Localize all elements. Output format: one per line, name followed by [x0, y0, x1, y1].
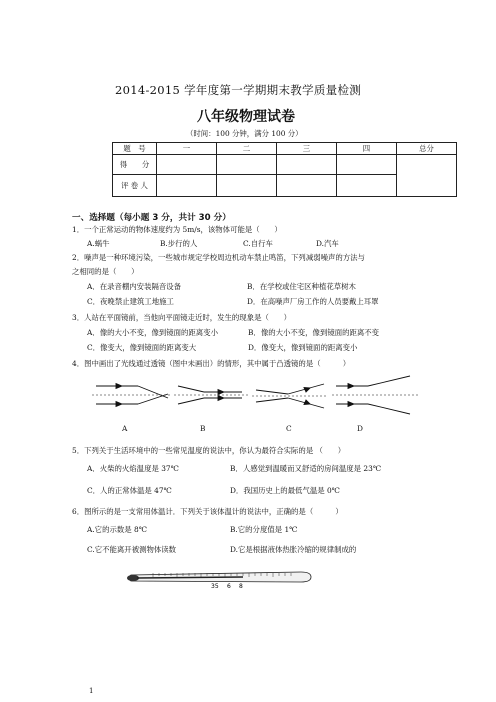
question-stem: 5．下列关于生活环境中的一些常见温度的说法中，你认为最符合实际的是 （ ）: [72, 446, 346, 455]
option: B．像的大小不变，像到镜面的距离不变: [248, 328, 380, 337]
question-stem: 4．图中画出了光线通过透镜（图中未画出）的情形，其中属于凸透镜的是（ ）: [72, 359, 351, 368]
score-header-cell: 四: [337, 143, 397, 155]
option: D．在高噪声厂房工作的人员要戴上耳罩: [247, 297, 379, 306]
clinical-thermometer: [125, 566, 315, 592]
question-stem: 3．人站在平面镜前，当他向平面镜走近时，发生的现象是（ ）: [72, 313, 292, 322]
option: A．火柴的火焰温度是 37℃: [87, 464, 179, 473]
score-header-cell: 题 号: [113, 143, 157, 155]
option: A．在录音棚内安装隔音设备: [87, 282, 182, 291]
exam-subtitle: 八年级物理试卷: [197, 109, 295, 125]
score-cell: [217, 175, 277, 197]
ray-diagram-c: [252, 384, 328, 408]
option: B.它的分度值是 1℃: [230, 525, 298, 534]
score-cell: [337, 155, 397, 175]
diagram-label-d: D: [357, 424, 363, 433]
score-row-label: 得 分: [113, 155, 157, 175]
question-stem-cont: 之相同的是（ ）: [72, 267, 139, 276]
diagram-label-c: C: [286, 424, 292, 433]
score-row-label: 评 卷 人: [113, 175, 157, 197]
option: C.它不能离开被测物体读数: [87, 545, 177, 554]
thermo-label: 8: [239, 583, 243, 590]
total-score-cell: [397, 155, 457, 197]
question-stem: 6．图所示的是一支常用体温计．下列关于该体温计的说法中，正确的是（ ）: [72, 507, 343, 516]
option: C．像变大，像到镜面的距离变大: [87, 343, 197, 352]
option: D.它是根据液体热胀冷缩的规律制成的: [230, 545, 357, 554]
option: B．人感觉到温暖而又舒适的房间温度是 23℃: [230, 464, 382, 473]
question-stem: 1．一个正常运动的物体速度约为 5m/s，该物体可能是（ ）: [72, 225, 282, 234]
option: B．在学校或住宅区种植花草树木: [247, 282, 356, 291]
option: A．像的大小不变，像到镜面的距离变小: [87, 328, 218, 337]
time-note: （时间：100 分钟，满分 100 分）: [186, 129, 303, 138]
score-table: [112, 142, 457, 197]
question-stem: 2．噪声是一种环境污染，一些城市规定学校周边机动车禁止鸣笛，下列减弱噪声的方法与: [72, 253, 365, 262]
thermo-label: 35: [211, 583, 219, 590]
option: D．像变大，像到镜面的距离变小: [248, 343, 358, 352]
diagram-label-a: A: [122, 424, 128, 433]
score-header-cell: 二: [217, 143, 277, 155]
option: D.汽车: [316, 239, 339, 248]
page-number: 1: [89, 687, 94, 695]
score-header-cell: 总分: [397, 143, 457, 155]
ray-diagram-d: [332, 376, 418, 414]
section-title: 一、选择题（每小题 3 分，共计 30 分）: [72, 213, 231, 223]
ray-diagram-a: [92, 384, 172, 407]
score-cell: [157, 155, 217, 175]
option: C．夜晚禁止建筑工地施工: [87, 297, 174, 306]
score-cell: [277, 175, 337, 197]
exam-title: 2014-2015 学年度第一学期期末教学质量检测: [115, 83, 362, 97]
ray-diagram-b: [174, 386, 248, 404]
score-cell: [337, 175, 397, 197]
lens-ray-diagram: [92, 372, 422, 434]
score-header-cell: 一: [157, 143, 217, 155]
option: A.它的示数是 8℃: [87, 525, 147, 534]
score-cell: [157, 175, 217, 197]
option: D．我国历史上的最低气温是 0℃: [230, 486, 340, 495]
thermo-label: 6: [227, 583, 231, 590]
option: A.蜗牛: [87, 239, 110, 248]
option: C.自行车: [243, 239, 273, 248]
option: C．人的正常体温是 47℃: [87, 486, 172, 495]
option: B.步行的人: [160, 239, 198, 248]
score-header-cell: 三: [277, 143, 337, 155]
score-cell: [277, 155, 337, 175]
score-cell: [217, 155, 277, 175]
diagram-label-b: B: [200, 424, 206, 433]
